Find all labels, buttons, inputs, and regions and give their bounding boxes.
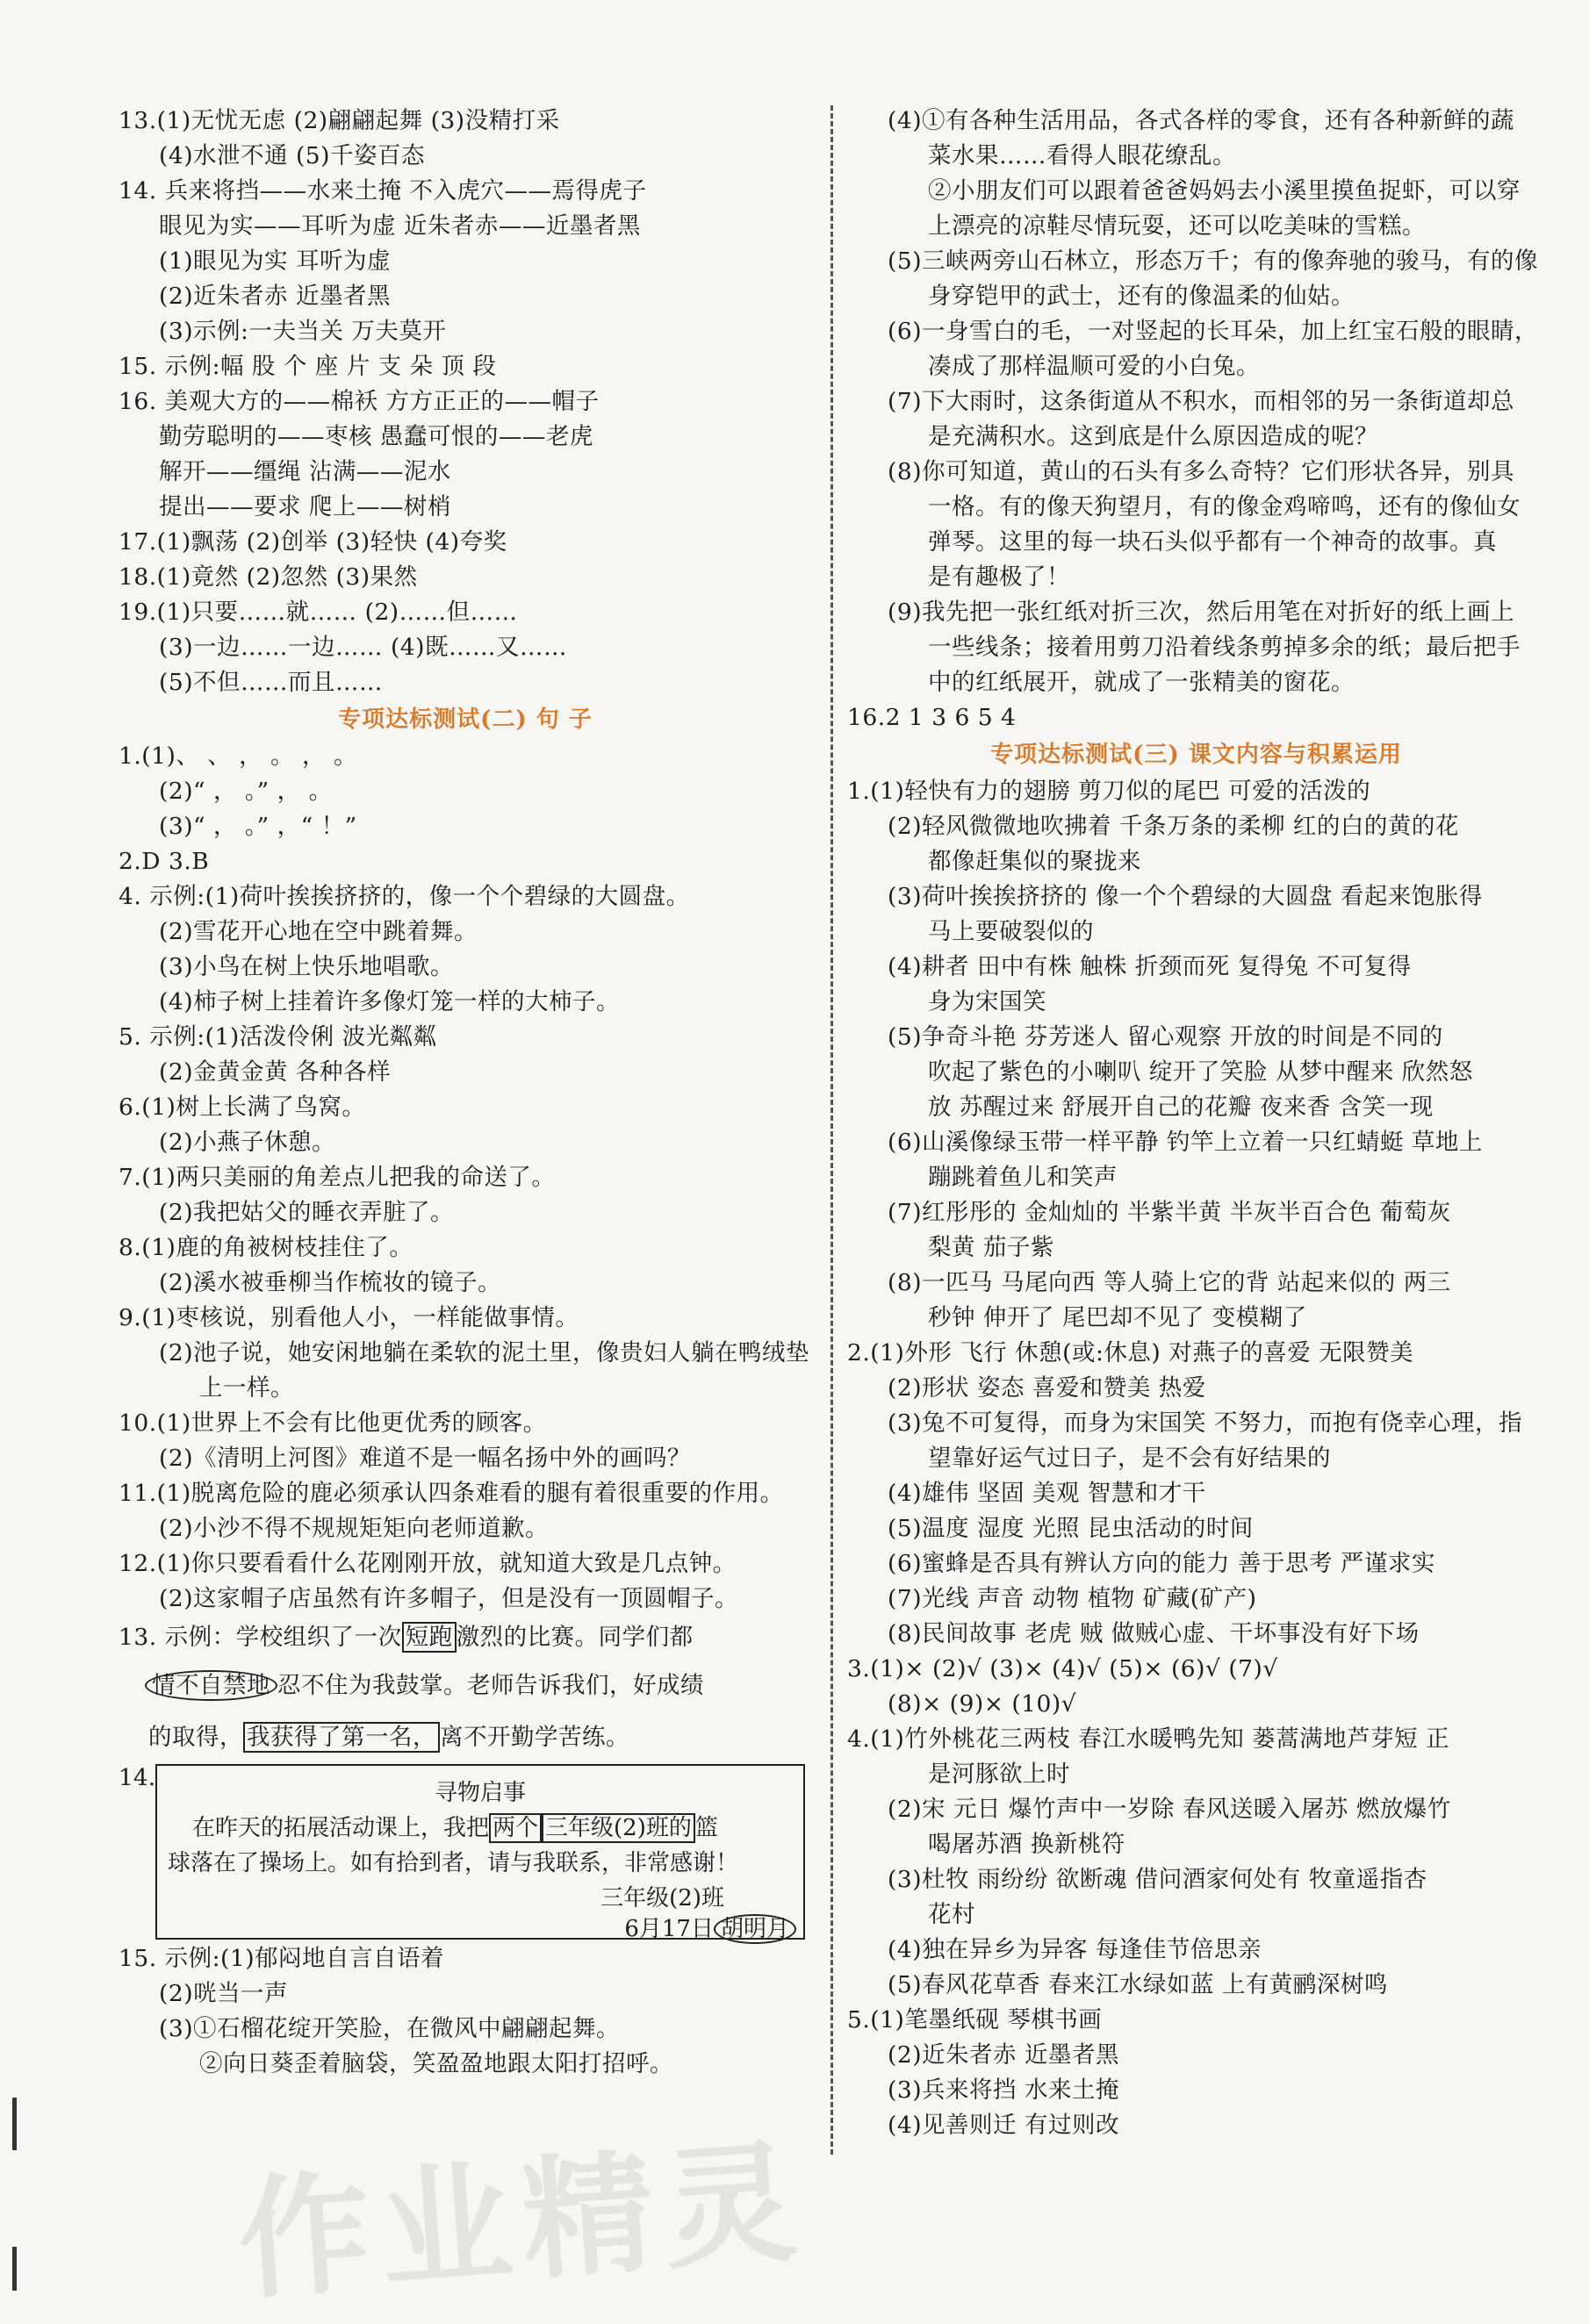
left-answers-block-3 <box>119 1941 812 2082</box>
answer-line: 都像赶集似的聚拢来 <box>928 848 1141 875</box>
q13-text: 激烈的比赛。同学们都 <box>456 1624 694 1651</box>
q13-boxed-phrase: 我获得了第一名， <box>243 1722 440 1753</box>
answer-line: (5)不但……而且…… <box>159 669 384 696</box>
answer-line: (2)《清明上河图》难道不是一幅名扬中外的画吗？ <box>159 1445 692 1472</box>
answer-line: 5.(1)笔墨纸砚 琴棋书画 <box>847 2006 1103 2034</box>
answer-line: (2)池子说，她安闲地躺在柔软的泥土里，像贵妇人躺在鸭绒垫 <box>159 1339 810 1366</box>
answer-line: 一些线条；接着用剪刀沿着线条剪掉多余的纸；最后把手 <box>928 634 1521 661</box>
answer-line: 马上要破裂似的 <box>928 918 1094 945</box>
answer-line: 7.(1)两只美丽的角差点儿把我的命送了。 <box>119 1164 556 1191</box>
answer-line: 10.(1)世界上不会有比他更优秀的顾客。 <box>119 1409 547 1437</box>
answer-line: 2.D 3.B <box>119 848 210 875</box>
binding-edge-mark <box>12 2247 17 2291</box>
answer-line: (2)小沙不得不规规矩矩向老师道歉。 <box>159 1515 550 1542</box>
answer-line: 蹦跳着鱼儿和笑声 <box>928 1164 1118 1191</box>
answer-line: 上漂亮的凉鞋尽情玩耍，还可以吃美味的雪糕。 <box>928 212 1426 240</box>
answer-line: 梨黄 茄子紫 <box>928 1234 1054 1261</box>
answer-line: ②向日葵歪着脑袋，笑盈盈地跟太阳打招呼。 <box>199 2050 673 2077</box>
q14-notice-wrap <box>119 1764 812 1940</box>
answer-line: (3)小鸟在树上快乐地唱歌。 <box>159 953 455 980</box>
notice-line-2: 球落在了操场上。如有拾到者，请与我联系，非常感谢！ <box>168 1850 739 1876</box>
answer-line: (7)光线 声音 动物 植物 矿藏(矿产) <box>888 1585 1257 1612</box>
q13-line-2 <box>119 1659 812 1713</box>
answer-line: 喝屠苏酒 换新桃符 <box>928 1831 1125 1858</box>
column-divider <box>830 105 833 2155</box>
answer-line: (3)一边……一边…… (4)既……又…… <box>159 634 567 661</box>
answer-line: 一格。有的像天狗望月，有的像金鸡啼鸣，还有的像仙女 <box>928 493 1521 520</box>
q13-text: 离不开勤学苦练。 <box>440 1724 629 1751</box>
answer-line: (2)金黄金黄 各种各样 <box>159 1058 391 1086</box>
answer-line: 1.(1)轻快有力的翅膀 剪刀似的尾巴 可爱的活泼的 <box>847 778 1371 805</box>
answer-line: 15. 示例:幅 股 个 座 片 支 朵 顶 段 <box>119 353 497 380</box>
answer-line: 9.(1)枣核说，别看他人小，一样能做事情。 <box>119 1304 579 1331</box>
notice-circled-name: 胡明月 <box>714 1914 796 1944</box>
answer-line: 是有趣极了！ <box>928 563 1070 591</box>
notice-line-1 <box>192 1810 718 1842</box>
answer-line: (3)荷叶挨挨挤挤的 像一个个碧绿的大圆盘 看起来饱胀得 <box>888 883 1483 910</box>
answer-line: 望靠好运气过日子，是不会有好结果的 <box>928 1445 1331 1472</box>
answer-line: 秒钟 伸开了 尾巴却不见了 变模糊了 <box>928 1304 1307 1331</box>
answer-line: 12.(1)你只要看看什么花刚刚开放，就知道大致是几点钟。 <box>119 1550 737 1577</box>
answer-line: 6.(1)树上长满了鸟窝。 <box>119 1094 366 1121</box>
answer-line: 13.(1)无忧无虑 (2)翩翩起舞 (3)没精打采 <box>119 107 560 134</box>
answer-line: (5)争奇斗艳 芬芳迷人 留心观察 开放的时间是不同的 <box>888 1023 1443 1051</box>
answer-line: 中的红纸展开，就成了一张精美的窗花。 <box>928 669 1355 696</box>
answer-line: 2.(1)外形 飞行 休憩(或:休息) 对燕子的喜爱 无限赞美 <box>847 1339 1414 1366</box>
notice-signature: 三年级(2)班 <box>600 1885 724 1912</box>
notice-text: 在昨天的拓展活动课上，我把 <box>192 1815 490 1841</box>
answer-line: 11.(1)脱离危险的鹿必须承认四条难看的腿有着很重要的作用。 <box>119 1480 784 1507</box>
answer-line: (4)独在异乡为异客 每逢佳节倍思亲 <box>888 1936 1262 1963</box>
q13-circled-phrase: 情不自禁地 <box>145 1670 277 1701</box>
answer-line: (2)溪水被垂柳当作梳妆的镜子。 <box>159 1269 502 1296</box>
answer-line: (2)“ ， 。” ， 。 <box>159 778 333 805</box>
q13-line-1 <box>119 1617 812 1659</box>
q13-text: 的取得， <box>148 1724 243 1751</box>
answer-line: 14. 兵来将挡——水来土掩 不入虎穴——焉得虎子 <box>119 177 647 204</box>
answer-line: (3)兵来将挡 水来土掩 <box>888 2077 1119 2104</box>
answer-line: (2)宋 元日 爆竹声中一岁除 春风送暖入屠苏 燃放爆竹 <box>888 1796 1451 1823</box>
q13-text: 忍不住为我鼓掌。老师告诉我们，好成绩 <box>277 1672 704 1699</box>
answer-line: (2)我把姑父的睡衣弄脏了。 <box>159 1199 455 1226</box>
answer-line: (6)山溪像绿玉带一样平静 钓竿上立着一只红蜻蜓 草地上 <box>888 1129 1483 1156</box>
answer-line: (3)杜牧 雨纷纷 欲断魂 借问酒家何处有 牧童遥指杏 <box>888 1866 1427 1893</box>
answer-line: 上一样。 <box>199 1374 294 1402</box>
answer-line: (2)小燕子休憩。 <box>159 1129 336 1156</box>
answer-line: (9)我先把一张红纸对折三次，然后用笔在对折好的纸上画上 <box>888 599 1515 626</box>
answer-line: (2)雪花开心地在空中跳着舞。 <box>159 918 478 945</box>
answer-line: (8)民间故事 老虎 贼 做贼心虚、干坏事没有好下场 <box>888 1620 1420 1647</box>
q14-number: 14. <box>119 1764 156 1791</box>
notice-date-text: 6月17日 <box>624 1916 714 1942</box>
answer-line: 18.(1)竟然 (2)忽然 (3)果然 <box>119 563 418 591</box>
right-answers-block-2 <box>847 774 1545 2143</box>
section-title-3: 专项达标测试(三) 课文内容与积累运用 <box>990 742 1402 768</box>
notice-boxed-word: 两个 <box>489 1813 542 1843</box>
answer-line: 眼见为实——耳听为虚 近朱者赤——近墨者黑 <box>159 212 641 240</box>
q13-text: 13. 示例：学校组织了一次 <box>119 1624 402 1651</box>
answer-line: 凑成了那样温顺可爱的小白兔。 <box>928 353 1260 380</box>
notice-boxed-word: 三年级(2)班的 <box>542 1813 695 1843</box>
answer-line: (6)一身雪白的毛，一对竖起的长耳朵，加上红宝石般的眼睛， <box>888 318 1539 345</box>
left-answers-block-1 <box>119 104 812 700</box>
answer-line: 花村 <box>928 1901 975 1928</box>
answer-line: (8)你可知道，黄山的石头有多么奇特？它们形状各异，别具 <box>888 458 1515 485</box>
answer-line: (2)轻风微微地吹拂着 千条万条的柔柳 红的白的黄的花 <box>888 813 1459 840</box>
answer-line: (2)这家帽子店虽然有许多帽子，但是没有一顶圆帽子。 <box>159 1585 739 1612</box>
answer-line: (5)温度 湿度 光照 昆虫活动的时间 <box>888 1515 1254 1542</box>
answer-line: 4. 示例:(1)荷叶挨挨挤挤的，像一个个碧绿的大圆盘。 <box>119 883 690 910</box>
answer-line: 8.(1)鹿的角被树枝挂住了。 <box>119 1234 413 1261</box>
q13-boxed-word: 短跑 <box>402 1622 457 1653</box>
answer-line: (4)①有各种生活用品，各式各样的零食，还有各种新鲜的蔬 <box>888 107 1515 134</box>
answer-line: (2)近朱者赤 近墨者黑 <box>888 2041 1119 2069</box>
answer-line: (5)三峡两旁山石林立，形态万千；有的像奔驰的骏马，有的像 <box>888 247 1539 275</box>
lost-item-notice <box>155 1764 805 1940</box>
answer-line: (7)下大雨时，这条街道从不积水，而相邻的另一条街道却总 <box>888 388 1515 415</box>
answer-line: (3)兔不可复得，而身为宋国笑 不努力，而抱有侥幸心理，指 <box>888 1409 1522 1437</box>
answer-line: (4)水泄不通 (5)千姿百态 <box>159 142 425 169</box>
answer-line: 19.(1)只要……就…… (2)……但…… <box>119 599 518 626</box>
answer-line: 是充满积水。这到底是什么原因造成的呢？ <box>928 423 1378 450</box>
answer-line: 弹琴。这里的每一块石头似乎都有一个神奇的故事。真 <box>928 528 1497 556</box>
answer-line: (8)一匹马 马尾向西 等人骑上它的背 站起来似的 两三 <box>888 1269 1451 1296</box>
answer-line: 是河豚欲上时 <box>928 1761 1070 1788</box>
answer-line: 菜水果……看得人眼花缭乱。 <box>928 142 1236 169</box>
answer-line: 16.2 1 3 6 5 4 <box>847 704 1017 731</box>
answer-line: 放 苏醒过来 舒展开自己的花瓣 夜来香 含笑一现 <box>928 1094 1434 1121</box>
answer-line: 身为宋国笑 <box>928 988 1046 1015</box>
answer-line: (3)“ ， 。” ，“ ！” <box>159 813 357 840</box>
answer-line: (2)形状 姿态 喜爱和赞美 热爱 <box>888 1374 1206 1402</box>
answer-line: 身穿铠甲的武士，还有的像温柔的仙姑。 <box>928 283 1355 310</box>
notice-date <box>624 1911 796 1943</box>
right-answers-block-1 <box>847 104 1545 735</box>
answer-line: (4)雄伟 坚固 美观 智慧和才干 <box>888 1480 1206 1507</box>
answer-line: 5. 示例:(1)活泼伶俐 波光粼粼 <box>119 1023 437 1051</box>
answer-line: 1.(1)、 、 ， 。 ， 。 <box>119 742 357 770</box>
binding-edge-mark <box>12 2098 17 2150</box>
notice-title: 寻物启事 <box>434 1780 526 1806</box>
answer-line: 勤劳聪明的——枣核 愚蠢可恨的——老虎 <box>159 423 593 450</box>
right-column <box>847 104 1545 2143</box>
answer-line: (6)蜜蜂是否具有辨认方向的能力 善于思考 严谨求实 <box>888 1550 1435 1577</box>
answer-line: ②小朋友们可以跟着爸爸妈妈去小溪里摸鱼捉虾，可以穿 <box>928 177 1521 204</box>
answer-line: 解开——缰绳 沾满——泥水 <box>159 458 451 485</box>
answer-line: (3)示例:一夫当关 万夫莫开 <box>159 318 447 345</box>
answer-line: (2)近朱者赤 近墨者黑 <box>159 283 391 310</box>
watermark-logo: 作业精灵 <box>233 2126 812 2319</box>
answer-line: 16. 美观大方的——棉袄 方方正正的——帽子 <box>119 388 600 415</box>
answer-line: 17.(1)飘荡 (2)创举 (3)轻快 (4)夸奖 <box>119 528 507 556</box>
answer-line: (8)× (9)× (10)√ <box>888 1690 1077 1718</box>
answer-line: 15. 示例:(1)郁闷地自言自语着 <box>119 1945 445 1972</box>
section-title-2: 专项达标测试(二) 句 子 <box>338 707 593 733</box>
answer-line: (7)红彤彤的 金灿灿的 半紫半黄 半灰半百合色 葡萄灰 <box>888 1199 1451 1226</box>
answer-line: (4)见善则迁 有过则改 <box>888 2112 1119 2139</box>
left-answers-block-2 <box>119 739 812 1617</box>
left-column <box>119 104 812 2082</box>
answer-line: 4.(1)竹外桃花三两枝 春江水暖鸭先知 蒌蒿满地芦芽短 正 <box>847 1725 1450 1753</box>
answer-line: 吹起了紫色的小喇叭 绽开了笑脸 从梦中醒来 欣然怒 <box>928 1058 1473 1086</box>
notice-text: 篮 <box>694 1815 718 1841</box>
answer-line: 3.(1)× (2)√ (3)× (4)√ (5)× (6)√ (7)√ <box>847 1655 1278 1682</box>
answer-line: (1)眼见为实 耳听为虚 <box>159 247 391 275</box>
answer-line: (4)耕者 田中有株 触株 折颈而死 复得兔 不可复得 <box>888 953 1412 980</box>
answer-line: (5)春风花草香 春来江水绿如蓝 上有黄鹂深树鸣 <box>888 1971 1388 1998</box>
answer-line: (2)咣当一声 <box>159 1980 289 2007</box>
answer-line: (4)柿子树上挂着许多像灯笼一样的大柿子。 <box>159 988 621 1015</box>
q13-line-3 <box>119 1713 812 1762</box>
answer-line: 提出——要求 爬上——树梢 <box>159 493 451 520</box>
answer-line: (3)①石榴花绽开笑脸，在微风中翩翩起舞。 <box>159 2015 621 2042</box>
